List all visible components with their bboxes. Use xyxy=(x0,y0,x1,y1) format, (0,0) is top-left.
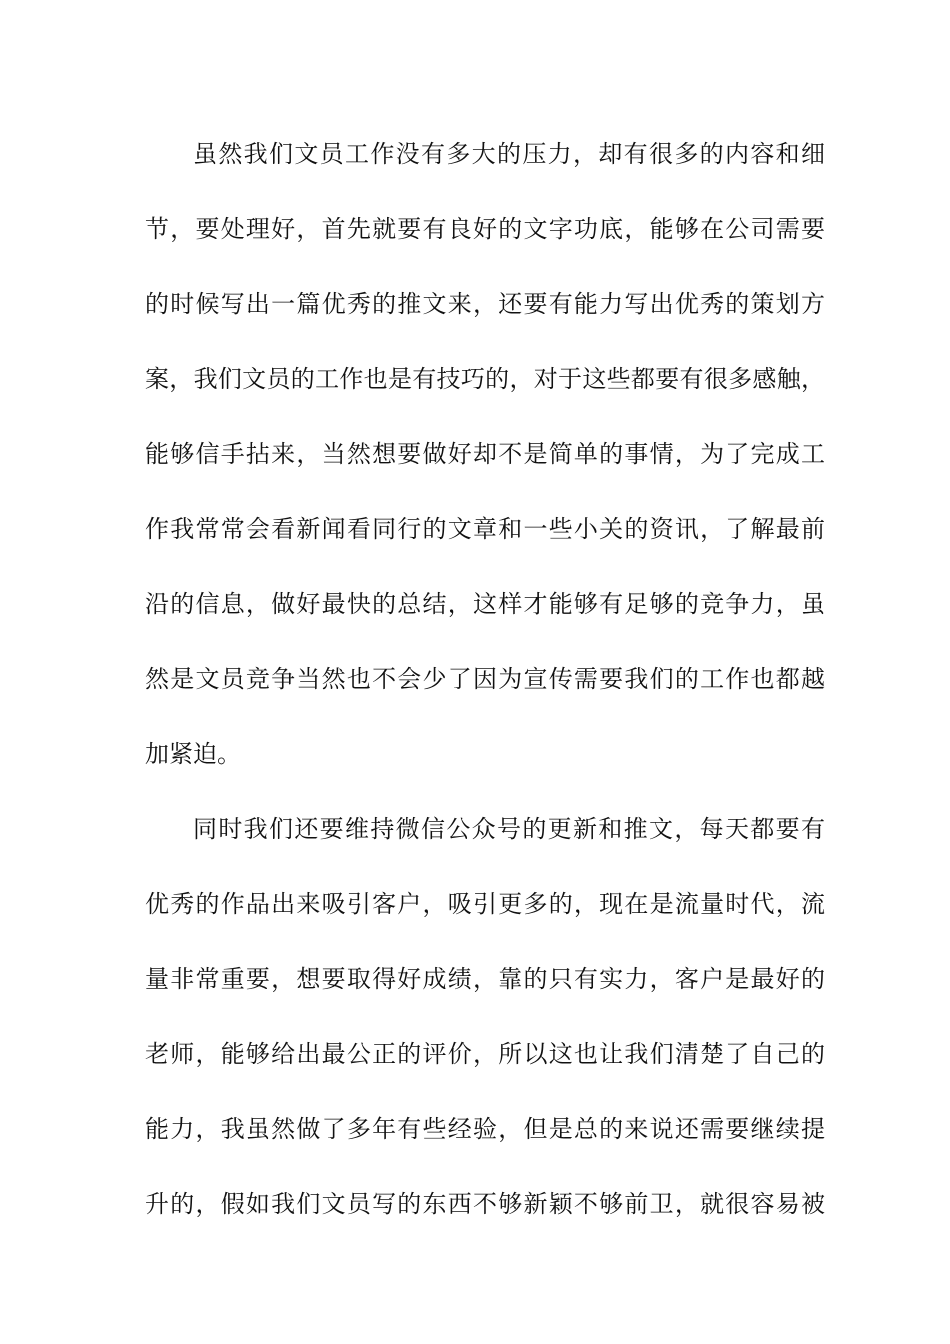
paragraph-2-line-5: 能力，我虽然做了多年有些经验，但是总的来说还需要继续提 xyxy=(145,1115,825,1143)
paragraph-1-line-9: 加紧迫。 xyxy=(145,740,241,768)
paragraph-1-line-2: 节，要处理好，首先就要有良好的文字功底，能够在公司需要 xyxy=(145,215,825,243)
paragraph-1-line-8: 然是文员竞争当然也不会少了因为宣传需要我们的工作也都越 xyxy=(145,665,825,693)
paragraph-1-line-5: 能够信手拈来，当然想要做好却不是简单的事情，为了完成工 xyxy=(145,440,825,468)
paragraph-1-line-6: 作我常常会看新闻看同行的文章和一些小关的资讯，了解最前 xyxy=(145,515,825,543)
paragraph-1-line-3: 的时候写出一篇优秀的推文来，还要有能力写出优秀的策划方 xyxy=(145,290,825,318)
paragraph-2-line-6: 升的，假如我们文员写的东西不够新颖不够前卫，就很容易被 xyxy=(145,1190,825,1218)
body-text xyxy=(145,132,825,1257)
paragraph-2-line-1: 同时我们还要维持微信公众号的更新和推文，每天都要有 xyxy=(193,815,825,843)
paragraph-1-line-4: 案，我们文员的工作也是有技巧的，对于这些都要有很多感触， xyxy=(145,365,825,393)
paragraph-2-line-2: 优秀的作品出来吸引客户，吸引更多的，现在是流量时代，流 xyxy=(145,890,825,918)
paragraph-1-line-1: 虽然我们文员工作没有多大的压力，却有很多的内容和细 xyxy=(193,140,825,168)
paragraph-1-line-7: 沿的信息，做好最快的总结，这样才能够有足够的竞争力，虽 xyxy=(145,590,825,618)
paragraph-2-line-4: 老师，能够给出最公正的评价，所以这也让我们清楚了自己的 xyxy=(145,1040,825,1068)
paragraph-2-line-3: 量非常重要，想要取得好成绩，靠的只有实力，客户是最好的 xyxy=(145,965,825,993)
